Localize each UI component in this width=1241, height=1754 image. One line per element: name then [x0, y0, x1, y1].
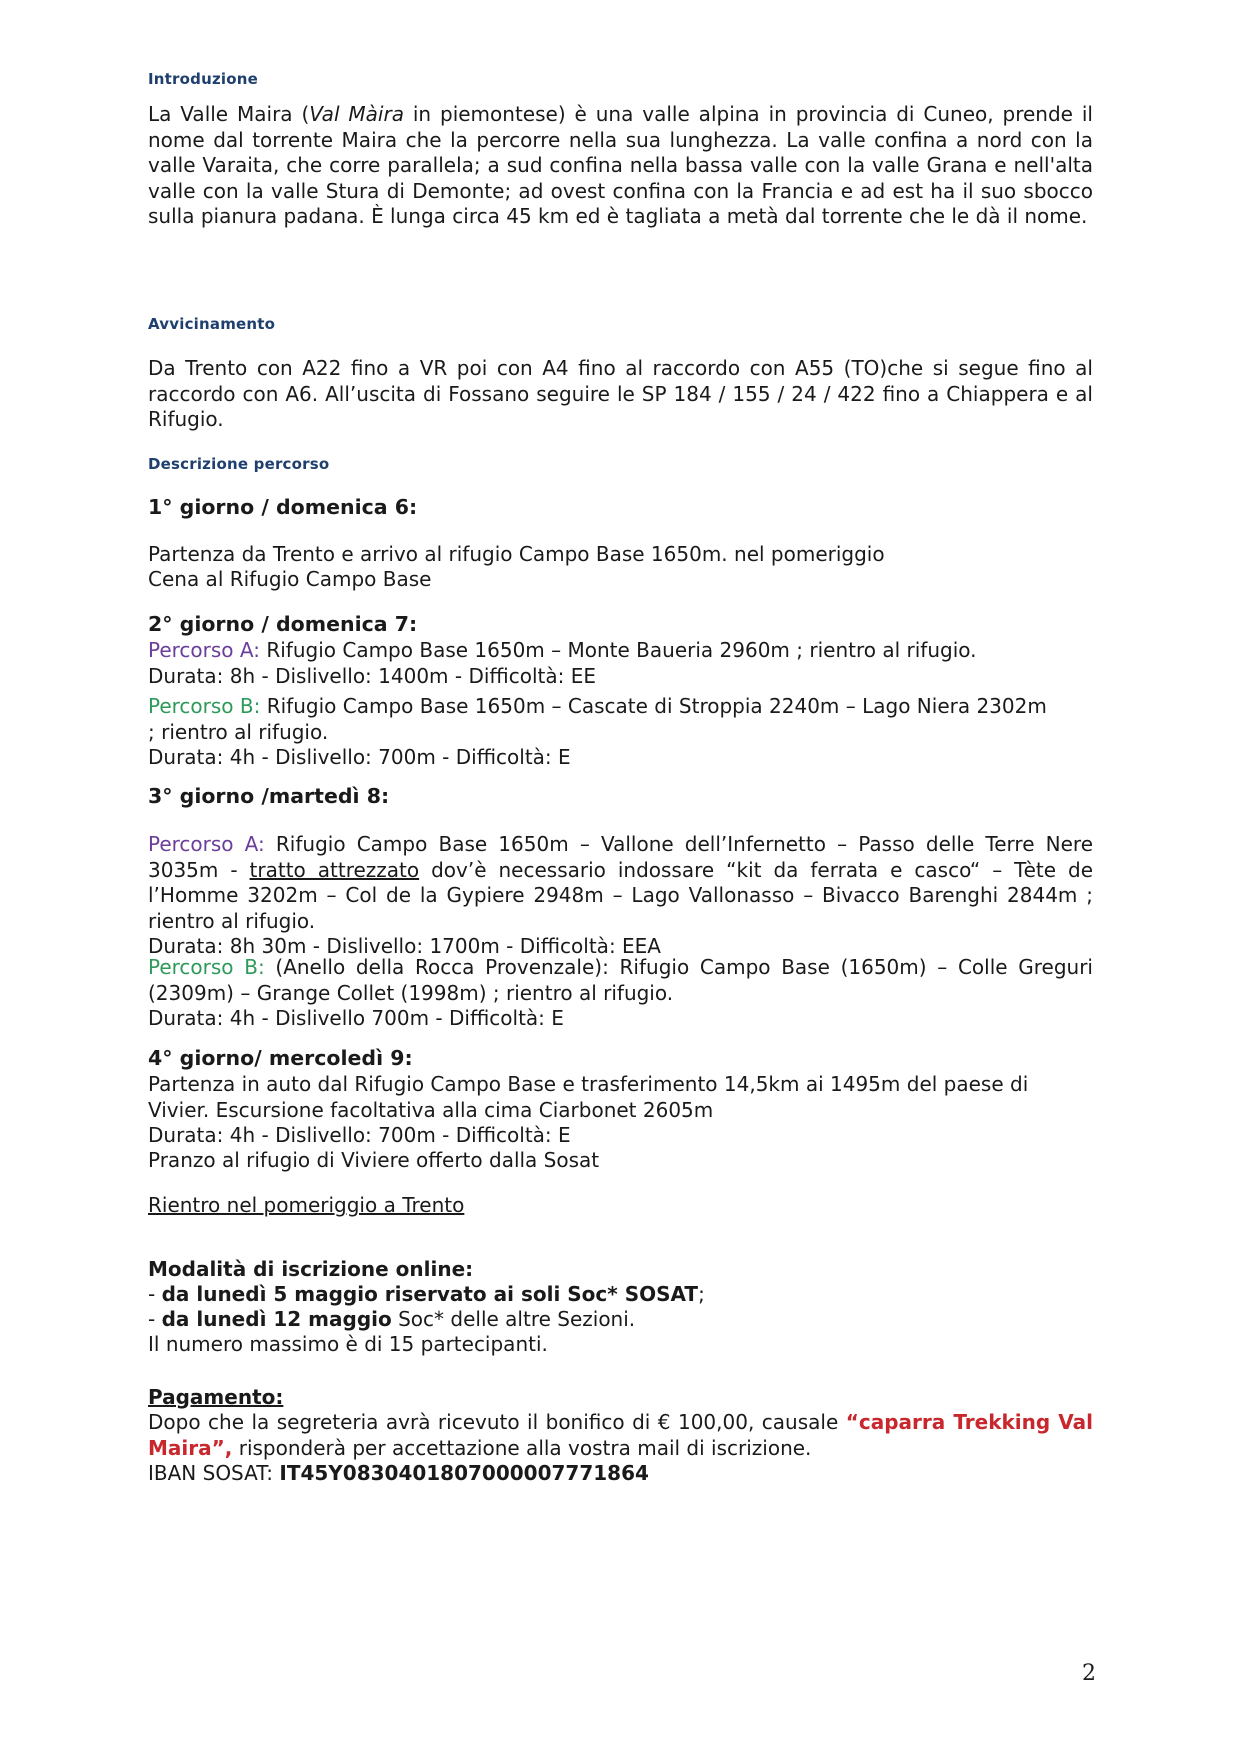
route-heading: Descrizione percorso	[148, 455, 330, 473]
day4-text: Partenza in auto dal Rifugio Campo Base e trasferimento 14,5km ai 1495m del paese di Vivier. Escursione facoltativa alla cima Ciarbonet 2605m	[148, 1072, 1029, 1122]
registration-line1	[148, 1282, 705, 1308]
day2-b-label: Percorso B:	[148, 694, 261, 718]
intro-heading: Introduzione	[148, 70, 258, 88]
payment-paragraph	[148, 1410, 1093, 1461]
day3-b-text: (Anello della Rocca Provenzale): Rifugio Campo Base (1650m) – Colle Greguri (2309m) – Grange Collet (1998m) ; rientro al rifugio.	[148, 955, 1093, 1005]
day4-title: 4° giorno/ mercoledì 9:	[148, 1046, 413, 1070]
registration-line2-bold: da lunedì 12 maggio	[161, 1307, 392, 1331]
iban-line	[148, 1461, 649, 1487]
registration-line3: Il numero massimo è di 15 partecipanti.	[148, 1332, 548, 1356]
day3-route-b	[148, 955, 1093, 1032]
payment-causale: “caparra Trekking Val Maira”,	[148, 1410, 1094, 1460]
registration-line2	[148, 1307, 635, 1333]
payment-text-b: risponderà per accettazione alla vostra mail di iscrizione.	[232, 1435, 812, 1460]
day3-title: 3° giorno /martedì 8:	[148, 784, 390, 808]
return-line: Rientro nel pomeriggio a Trento	[148, 1193, 465, 1217]
intro-text-italic: Val Màira	[309, 102, 404, 126]
day2-a-label: Percorso A:	[148, 638, 260, 662]
registration-line2-prefix: -	[148, 1307, 162, 1331]
payment-title: Pagamento:	[148, 1385, 284, 1409]
approach-heading: Avvicinamento	[148, 315, 276, 333]
page-number: 2	[1082, 1661, 1096, 1686]
iban-value: IT45Y0830401807000007771864	[279, 1461, 649, 1485]
day2-b-stats: Durata: 4h - Dislivello: 700m - Difficoltà: E	[148, 745, 571, 769]
day3-a-stats: Durata: 8h 30m - Dislivello: 1700m - Difficoltà: EEA	[148, 934, 661, 958]
day4-stats: Durata: 4h - Dislivello: 700m - Difficoltà: E	[148, 1123, 571, 1147]
registration-line1-prefix: -	[148, 1282, 162, 1306]
day3-route-a	[148, 832, 1093, 960]
payment-text-a: Dopo che la segreteria avrà ricevuto il bonifico di € 100,00, causale	[148, 1410, 846, 1434]
day3-a-label: Percorso A:	[148, 832, 265, 856]
registration-title: Modalità di iscrizione online:	[148, 1257, 474, 1281]
day1-line2: Cena al Rifugio Campo Base	[148, 567, 432, 591]
day3-b-label: Percorso B:	[148, 955, 265, 979]
registration-line2-suffix: Soc* delle altre Sezioni.	[391, 1307, 636, 1331]
day2-a-stats: Durata: 8h - Dislivello: 1400m - Difficoltà: EE	[148, 663, 597, 688]
day3-a-text1: Rifugio Campo Base 1650m – Vallone dell’Infernetto – Passo delle Terre Nere 3035m -	[148, 832, 1094, 882]
day2-route-b	[148, 694, 1048, 771]
day2-route-a	[148, 638, 1093, 689]
day3-a-text2: dov’è necessario indossare “kit da ferrata e casco“ – Tète de l’Homme 3202m – Col de la Gypiere 2948m – Lago Vallonasso – Bivacco Barenghi 2844m ; rientro al rifugio.	[148, 857, 1093, 933]
iban-label: IBAN SOSAT:	[148, 1461, 280, 1485]
registration-line1-bold: da lunedì 5 maggio riservato ai soli Soc* SOSAT	[161, 1282, 699, 1306]
day1-title: 1° giorno / domenica 6:	[148, 495, 418, 519]
day3-b-stats: Durata: 4h - Dislivello 700m - Difficoltà: E	[148, 1006, 564, 1030]
day1-line1: Partenza da Trento e arrivo al rifugio Campo Base 1650m. nel pomeriggio	[148, 542, 885, 566]
intro-text-b: in piemontese) è una valle alpina in provincia di Cuneo, prende il nome dal torrente Maira che la percorre nella sua lunghezza. La valle confina a nord con la valle Varaita, che corre parallela; a sud confina nella bassa valle con la valle Grana e nell'alta valle con la valle Stura di Demonte; ad ovest confina con la Francia e ad est ha il suo sbocco sulla pianura padana. È lunga circa 45 km ed è tagliata a metà dal torrente che le dà il nome.	[148, 102, 1093, 228]
approach-paragraph: Da Trento con A22 fino a VR poi con A4 fino al raccordo con A55 (TO)che si segue fino al raccordo con A6. All’uscita di Fossano seguire le SP 184 / 155 / 24 / 422 fino a Chiappera e al Rifugio.	[148, 356, 1093, 431]
day2-a-text: Rifugio Campo Base 1650m – Monte Baueria 2960m ; rientro al rifugio.	[259, 638, 977, 662]
registration-line1-suffix: ;	[698, 1282, 705, 1306]
day4-lunch: Pranzo al rifugio di Viviere offerto dalla Sosat	[148, 1148, 600, 1172]
day2-b-text: Rifugio Campo Base 1650m – Cascate di Stroppia 2240m – Lago Niera 2302m ; rientro al rifugio.	[148, 694, 1047, 744]
intro-text-a: La Valle Maira (	[148, 102, 310, 126]
day3-a-underline: tratto attrezzato	[249, 857, 420, 882]
intro-paragraph	[148, 102, 1093, 230]
day2-title: 2° giorno / domenica 7:	[148, 612, 418, 636]
